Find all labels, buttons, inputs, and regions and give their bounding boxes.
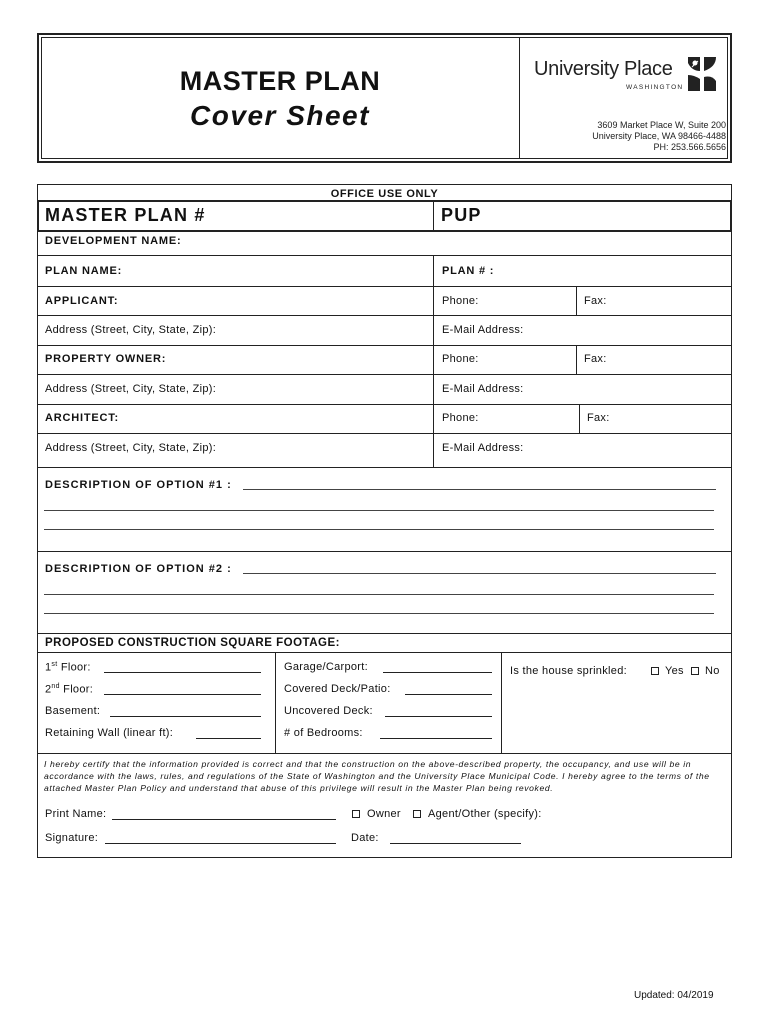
garage-label: Garage/Carport: <box>284 661 368 673</box>
row-line <box>37 286 732 287</box>
leaf-logo-icon <box>686 55 718 93</box>
architect-phone-label: Phone: <box>442 412 479 424</box>
column-divider <box>433 255 434 467</box>
row-line <box>37 433 732 434</box>
retaining-wall-label: Retaining Wall (linear ft): <box>45 727 174 739</box>
column-divider <box>579 404 580 433</box>
row-line <box>37 374 732 375</box>
architect-label: ARCHITECT: <box>45 412 119 424</box>
row-line <box>37 467 732 468</box>
row-line <box>37 345 732 346</box>
plan-number-label: PLAN # : <box>442 265 495 277</box>
updated-date: Updated: 04/2019 <box>634 990 714 1001</box>
yes-label: Yes <box>665 665 684 677</box>
second-floor-input[interactable] <box>104 694 261 695</box>
option2-label: DESCRIPTION OF OPTION #2 : <box>45 563 232 575</box>
print-name-label: Print Name: <box>45 808 107 820</box>
bedrooms-input[interactable] <box>380 738 492 739</box>
garage-input[interactable] <box>383 672 492 673</box>
option2-line[interactable] <box>44 594 714 595</box>
basement-input[interactable] <box>110 716 261 717</box>
logo-name: University Place <box>534 58 673 80</box>
covered-deck-label: Covered Deck/Patio: <box>284 683 391 695</box>
agent-other-label: Agent/Other (specify): <box>428 808 542 820</box>
uncovered-deck-input[interactable] <box>385 716 492 717</box>
row-line <box>37 551 732 552</box>
column-divider <box>576 286 577 315</box>
sqft-heading: PROPOSED CONSTRUCTION SQUARE FOOTAGE: <box>45 637 340 649</box>
row-line <box>37 404 732 405</box>
yes-checkbox[interactable] <box>651 667 659 675</box>
owner-email-label: E-Mail Address: <box>442 383 524 395</box>
applicant-email-label: E-Mail Address: <box>442 324 524 336</box>
sprinkled-question: Is the house sprinkled: <box>510 665 627 677</box>
option1-label: DESCRIPTION OF OPTION #1 : <box>45 479 232 491</box>
column-divider <box>275 652 276 753</box>
owner-phone-label: Phone: <box>442 353 479 365</box>
row-line <box>37 255 732 256</box>
owner-address-label: Address (Street, City, State, Zip): <box>45 383 217 395</box>
column-divider <box>501 652 502 753</box>
first-floor-label: 1st Floor: <box>45 661 91 674</box>
print-name-input[interactable] <box>112 819 336 820</box>
option1-line[interactable] <box>243 489 716 490</box>
applicant-phone-label: Phone: <box>442 295 479 307</box>
pup-label: PUP <box>441 205 482 225</box>
property-owner-label: PROPERTY OWNER: <box>45 353 167 365</box>
no-checkbox[interactable] <box>691 667 699 675</box>
second-floor-label: 2nd Floor: <box>45 683 94 696</box>
logo-state: WASHINGTON <box>626 84 684 91</box>
page-title: MASTER PLAN <box>179 66 381 96</box>
owner-checkbox[interactable] <box>352 810 360 818</box>
column-divider <box>576 345 577 374</box>
master-plan-number-label: MASTER PLAN # <box>45 205 206 225</box>
option2-line[interactable] <box>44 613 714 614</box>
owner-label: Owner <box>367 808 401 820</box>
master-plan-divider <box>433 200 434 232</box>
phone-number: PH: 253.566.5656 <box>653 142 726 152</box>
applicant-address-label: Address (Street, City, State, Zip): <box>45 324 217 336</box>
architect-fax-label: Fax: <box>587 412 610 424</box>
office-use-label: OFFICE USE ONLY <box>330 188 439 200</box>
date-label: Date: <box>351 832 379 844</box>
signature-label: Signature: <box>45 832 99 844</box>
applicant-fax-label: Fax: <box>584 295 607 307</box>
row-line <box>37 652 732 653</box>
bedrooms-label: # of Bedrooms: <box>284 727 363 739</box>
basement-label: Basement: <box>45 705 101 717</box>
covered-deck-input[interactable] <box>405 694 492 695</box>
development-name-label: DEVELOPMENT NAME: <box>45 235 182 247</box>
no-label: No <box>705 665 720 677</box>
address-line-2: University Place, WA 98466-4488 <box>592 131 726 141</box>
first-floor-input[interactable] <box>104 672 261 673</box>
certification-text: I hereby certify that the information provided is correct and that the construction on the above-described property, the occupancy, and use will be in accordance with the laws, rules, and regulations of the State of Washington and the University Place Municipal Code. I hereby agree to the terms of the attached Master Plan Policy and understand that abuse of this privilege will result in the Master Plan being revoked. <box>44 759 710 793</box>
agent-checkbox[interactable] <box>413 810 421 818</box>
uncovered-deck-label: Uncovered Deck: <box>284 705 373 717</box>
row-line <box>37 633 732 634</box>
architect-email-label: E-Mail Address: <box>442 442 524 454</box>
signature-input[interactable] <box>105 843 336 844</box>
row-line <box>37 753 732 754</box>
option1-line[interactable] <box>44 529 714 530</box>
architect-address-label: Address (Street, City, State, Zip): <box>45 442 217 454</box>
retaining-wall-input[interactable] <box>196 738 261 739</box>
date-input[interactable] <box>390 843 521 844</box>
page-subtitle: Cover Sheet <box>190 100 370 131</box>
option1-line[interactable] <box>44 510 714 511</box>
address-line-1: 3609 Market Place W, Suite 200 <box>597 120 726 130</box>
row-line <box>37 315 732 316</box>
plan-name-label: PLAN NAME: <box>45 265 123 277</box>
option2-line[interactable] <box>243 573 716 574</box>
applicant-label: APPLICANT: <box>45 295 119 307</box>
owner-fax-label: Fax: <box>584 353 607 365</box>
